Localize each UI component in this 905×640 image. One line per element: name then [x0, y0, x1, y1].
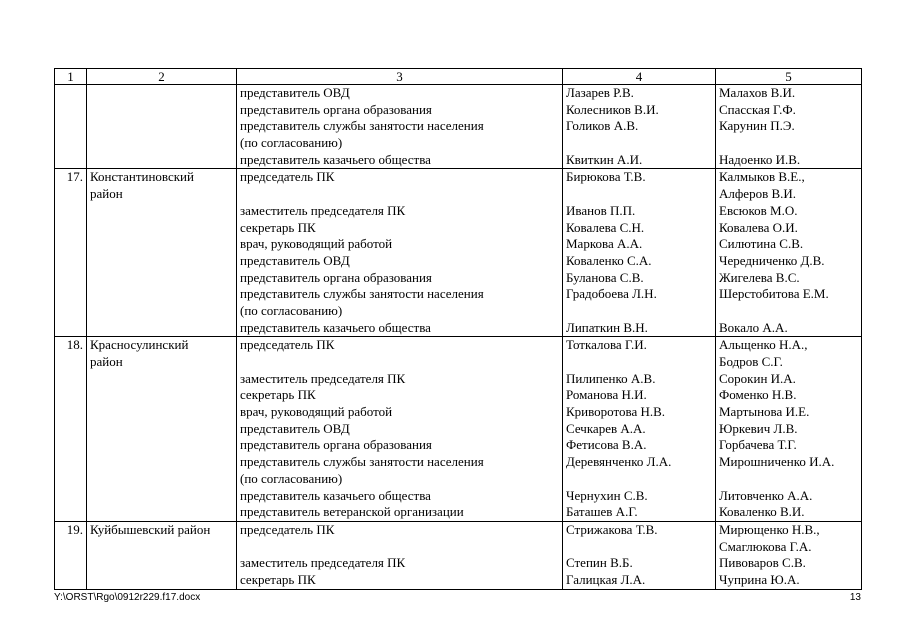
member-name: Квиткин А.И. [566, 151, 643, 167]
reserve-name: Литовченко А.А. [719, 487, 813, 503]
reserve-cell [716, 521, 862, 589]
district-cell [87, 85, 237, 169]
role-line: представитель органа образования [240, 269, 432, 285]
member-name: Градобоева Л.Н. [566, 286, 657, 302]
role-cell [237, 85, 563, 169]
member-name: Ковалева С.Н. [566, 219, 645, 235]
reserve-name: Мирошниченко И.А. [719, 454, 835, 470]
district-line: район [90, 354, 123, 369]
role-line: заместитель председателя ПК [240, 370, 406, 386]
column-header: 4 [563, 69, 716, 85]
role-line: заместитель председателя ПК [240, 555, 406, 571]
page-number: 13 [849, 592, 861, 603]
member-name: Фетисова В.А. [566, 437, 647, 453]
reserve-name: Шерстобитова Е.М. [719, 286, 829, 302]
member-name: Коваленко С.А. [566, 252, 652, 268]
reserve-name: Смаглюкова Г.А. [719, 538, 812, 554]
member-name: Иванов П.П. [566, 202, 636, 218]
reserve-name: Калмыков В.Е., [719, 169, 805, 185]
member-name: Баташев А.Г. [566, 504, 638, 520]
member-name: Сечкарев А.А. [566, 420, 646, 436]
role-line: представитель органа образования [240, 101, 432, 117]
reserve-name: Жигелева В.С. [719, 269, 800, 285]
reserve-name: Чуприна Ю.А. [719, 571, 800, 587]
member-name: Колесников В.И. [566, 101, 659, 117]
reserve-name: Карунин П.Э. [719, 118, 795, 134]
role-cell [237, 521, 563, 589]
commission-table [54, 68, 862, 590]
reserve-name: Вокало А.А. [719, 319, 788, 335]
member-cell [563, 85, 716, 169]
reserve-name: Бодров С.Г. [719, 354, 783, 369]
member-cell [563, 337, 716, 522]
reserve-name: Сорокин И.А. [719, 370, 796, 386]
member-name: Тоткалова Г.И. [566, 337, 647, 353]
role-line: представитель службы занятости населения [240, 118, 484, 134]
role-line: председатель ПК [240, 169, 335, 185]
column-header: 3 [237, 69, 563, 85]
role-cell [237, 337, 563, 522]
table-row [55, 521, 862, 589]
column-header: 5 [716, 69, 862, 85]
role-line: представитель службы занятости населения [240, 286, 484, 302]
reserve-name [719, 471, 858, 488]
member-name: Стрижакова Т.В. [566, 521, 658, 537]
role-line [240, 539, 559, 556]
reserve-cell [716, 337, 862, 522]
role-line [240, 354, 559, 371]
reserve-name [719, 303, 858, 320]
member-name: Романова Н.И. [566, 387, 647, 403]
role-line: представитель ОВД [240, 420, 350, 436]
role-line: представитель органа образования [240, 437, 432, 453]
role-line: секретарь ПК [240, 387, 316, 403]
column-header: 1 [55, 69, 87, 85]
member-name [566, 186, 712, 203]
district-cell [87, 337, 237, 522]
member-name: Маркова А.А. [566, 236, 643, 252]
role-line [240, 186, 559, 203]
row-number: 17. [55, 169, 87, 337]
role-line: врач, руководящий работой [240, 404, 393, 420]
table-body [55, 85, 862, 590]
reserve-name: Фоменко Н.В. [719, 387, 797, 403]
district-line: район [90, 186, 123, 202]
reserve-name: Ковалева О.И. [719, 219, 798, 235]
reserve-name: Спасская Г.Ф. [719, 101, 796, 117]
role-line: председатель ПК [240, 521, 335, 537]
member-name [566, 471, 712, 488]
role-line: секретарь ПК [240, 219, 316, 235]
member-cell [563, 521, 716, 589]
reserve-name: Надоенко И.В. [719, 151, 801, 167]
member-name: Буланова С.В. [566, 269, 644, 285]
district-cell [87, 169, 237, 337]
table-row [55, 169, 862, 337]
member-name: Галицкая Л.А. [566, 571, 646, 587]
reserve-name: Евсюков М.О. [719, 202, 798, 218]
reserve-cell [716, 85, 862, 169]
role-line: заместитель председателя ПК [240, 202, 406, 218]
member-name [566, 303, 712, 320]
role-line: представитель казачьего общества [240, 151, 431, 167]
role-line: представитель казачьего общества [240, 487, 431, 503]
member-name: Криворотова Н.В. [566, 404, 666, 420]
reserve-name: Юркевич Л.В. [719, 420, 798, 436]
table-row [55, 337, 862, 522]
role-line: секретарь ПК [240, 571, 316, 587]
reserve-name: Пивоваров С.В. [719, 555, 806, 571]
table-row [55, 85, 862, 169]
member-name: Пилипенко А.В. [566, 370, 656, 386]
reserve-name: Альщенко Н.А., [719, 337, 808, 353]
member-name: Голиков А.В. [566, 118, 639, 134]
member-name: Лазарев Р.В. [566, 85, 634, 100]
member-name: Деревянченко Л.А. [566, 454, 672, 470]
member-name: Чернухин С.В. [566, 487, 648, 503]
header-row [55, 69, 862, 85]
district-cell [87, 521, 237, 589]
column-header: 2 [87, 69, 237, 85]
file-path: Y:\ORST\Rgo\0912r229.f17.docx [54, 592, 201, 603]
row-number: 19. [55, 521, 87, 589]
reserve-name: Малахов В.И. [719, 85, 796, 100]
role-line: представитель казачьего общества [240, 319, 431, 335]
district-line: Красносулинский [90, 337, 189, 353]
member-cell [563, 169, 716, 337]
role-line: представитель ветеранской организации [240, 504, 464, 520]
role-line: (по согласованию) [240, 470, 343, 486]
district-line: Константиновский [90, 169, 194, 185]
reserve-name: Коваленко В.И. [719, 504, 805, 520]
member-name: Бирюкова Т.В. [566, 169, 646, 185]
reserve-cell [716, 169, 862, 337]
reserve-name: Мирющенко Н.В., [719, 521, 820, 537]
role-line: представитель ОВД [240, 252, 350, 268]
reserve-name [719, 135, 858, 152]
district-line: Куйбышевский район [90, 521, 211, 537]
role-line: врач, руководящий работой [240, 236, 393, 252]
role-cell [237, 169, 563, 337]
reserve-name: Чередниченко Д.В. [719, 252, 825, 268]
member-name [566, 539, 712, 556]
reserve-name: Мартынова И.Е. [719, 404, 810, 420]
row-number [55, 85, 87, 169]
role-line: (по согласованию) [240, 302, 343, 318]
reserve-name: Алферов В.И. [719, 186, 797, 202]
reserve-name: Горбачева Т.Г. [719, 437, 797, 453]
member-name [566, 135, 712, 152]
role-line: председатель ПК [240, 337, 335, 353]
member-name [566, 354, 712, 371]
member-name: Степин В.Б. [566, 555, 633, 571]
role-line: (по согласованию) [240, 135, 343, 151]
role-line: представитель службы занятости населения [240, 454, 484, 470]
role-line: представитель ОВД [240, 85, 350, 100]
row-number: 18. [55, 337, 87, 522]
member-name: Липаткин В.Н. [566, 319, 648, 335]
reserve-name: Силютина С.В. [719, 236, 804, 252]
